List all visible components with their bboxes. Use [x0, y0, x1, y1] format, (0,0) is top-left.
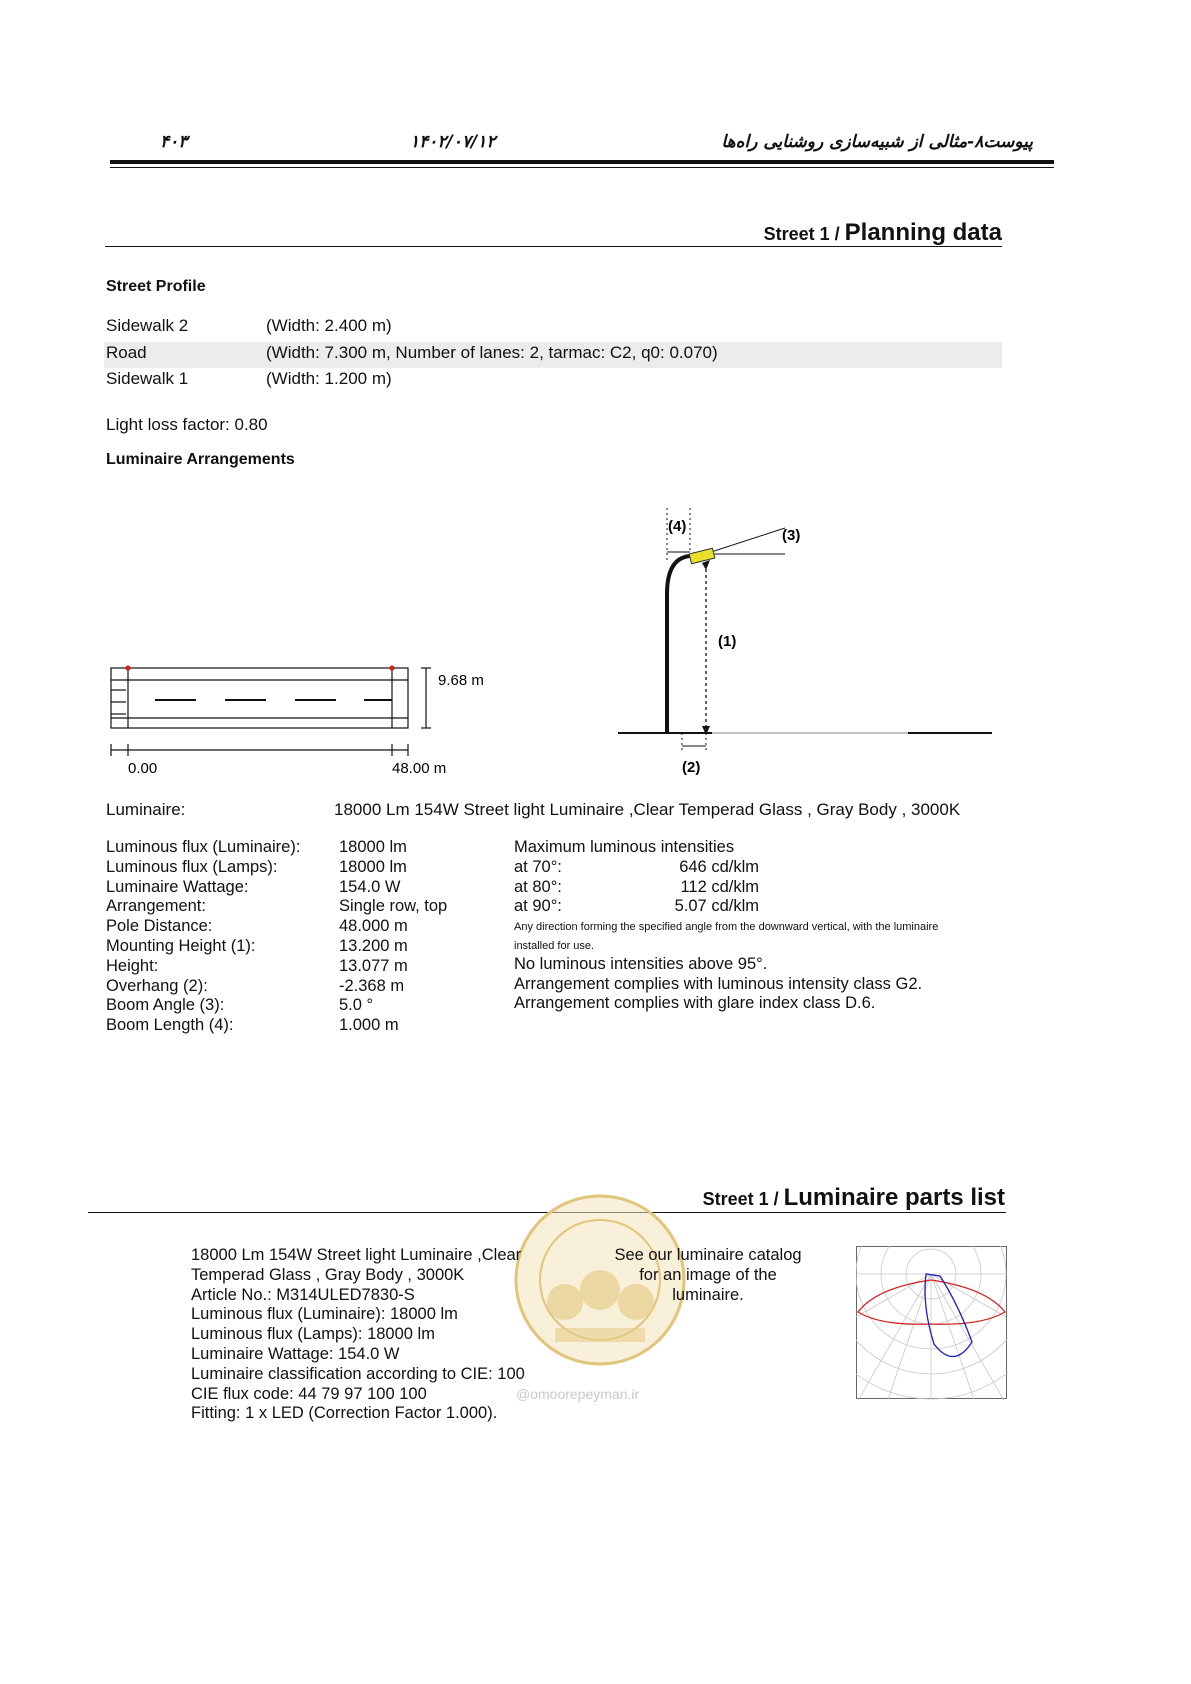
plan-width-label: 9.68 m: [438, 672, 484, 689]
catalog-note: [603, 1246, 813, 1305]
intensity-angle: at 90°:: [514, 897, 562, 915]
spec-label: Mounting Height (1):: [106, 936, 256, 955]
parts-title: [703, 1184, 1005, 1212]
intensity-value: 112 cd/klm: [680, 878, 759, 896]
spec-label: Luminous flux (Lamps):: [106, 857, 278, 876]
parts-line: CIE flux code: 44 79 97 100 100: [191, 1384, 427, 1403]
street-profile-heading: Street Profile: [106, 278, 206, 295]
spec-value: 13.077 m: [339, 956, 408, 975]
pole-marker-start: [125, 665, 130, 670]
intensities-heading: Maximum luminous intensities: [514, 838, 735, 856]
planning-title-main: Planning data: [844, 219, 1002, 246]
header-date: ۱۴۰۲/۰۷/۱۲: [410, 132, 496, 152]
parts-line: 18000 Lm 154W Street light Luminaire ,Clear: [191, 1246, 522, 1264]
profile-row-name: Road: [106, 343, 147, 362]
parts-line: Luminous flux (Luminaire): 18000 lm: [191, 1305, 458, 1324]
parts-line: Fitting: 1 x LED (Correction Factor 1.000).: [191, 1404, 498, 1423]
catalog-line: luminaire.: [672, 1285, 744, 1304]
plan-end-label: 48.00 m: [392, 760, 447, 777]
spec-label: Overhang (2):: [106, 976, 208, 995]
luminaire-arrangements-heading: Luminaire Arrangements: [106, 451, 295, 468]
parts-details: [191, 1246, 525, 1424]
pole-marker-end: [389, 665, 394, 670]
mounting-height-label: (1): [718, 633, 737, 650]
spec-label: Boom Length (4):: [106, 1016, 234, 1035]
spec-label: Boom Angle (3):: [106, 996, 225, 1015]
catalog-line: for an image of the: [639, 1265, 777, 1284]
spec-label: Luminous flux (Luminaire):: [106, 838, 301, 856]
spec-value: 18000 lm: [339, 857, 407, 876]
parts-line: Luminous flux (Lamps): 18000 lm: [191, 1325, 435, 1344]
profile-row-name: Sidewalk 1: [106, 369, 189, 388]
chapter-title: پیوست۸-مثالی از شبیه‌سازی روشنایی راه‌ها: [721, 132, 1033, 152]
catalog-line: See our luminaire catalog: [614, 1246, 802, 1264]
boom-angle-label: (3): [782, 527, 801, 544]
spec-value: 5.0 °: [339, 996, 374, 1015]
arrangement-diagrams: [0, 0, 1191, 790]
plan-view-diagram: [111, 668, 431, 756]
profile-row-details: (Width: 1.200 m): [266, 369, 392, 388]
profile-row-name: Sidewalk 2: [106, 316, 189, 335]
parts-line: Luminaire Wattage: 154.0 W: [191, 1344, 400, 1363]
spec-value: -2.368 m: [339, 976, 405, 995]
spec-value: 18000 lm: [339, 838, 407, 856]
polar-distribution-diagram: [856, 1246, 1008, 1400]
spec-value: 13.200 m: [339, 936, 408, 955]
intensity-value: 646 cd/klm: [679, 858, 759, 876]
height-arrow-top: [702, 560, 710, 570]
intensity-angle: at 80°:: [514, 878, 562, 896]
boom-length-label: (4): [668, 518, 687, 535]
spec-label: Luminaire Wattage:: [106, 877, 249, 896]
spec-labels: [106, 838, 300, 1036]
intensity-angle: at 70°:: [514, 858, 562, 876]
watermark-handle: @omoorepeyman.ir: [516, 1386, 640, 1402]
luminaire-head: [689, 548, 715, 564]
intensity-note: Any direction forming the specified angle from the downward vertical, with the luminaire: [514, 921, 939, 933]
spec-label: Height:: [106, 956, 159, 975]
intensity-class-g2: Arrangement complies with luminous intensity class G2.: [514, 975, 923, 993]
watermark-base: [555, 1328, 645, 1342]
spec-value: 48.000 m: [339, 917, 408, 936]
spec-value: Single row, top: [339, 897, 448, 916]
no-intensities-above-95: No luminous intensities above 95°.: [514, 955, 768, 973]
plan-start-label: 0.00: [128, 760, 158, 777]
parts-title-main: Luminaire parts list: [783, 1184, 1005, 1211]
overhang-label: (2): [682, 759, 701, 776]
watermark-gear-left: [547, 1284, 583, 1320]
spec-value: 154.0 W: [339, 877, 401, 896]
glare-class-d6: Arrangement complies with glare index class D.6.: [514, 994, 876, 1012]
spec-value: 1.000 m: [339, 1016, 399, 1035]
planning-title-prefix: Street 1 /: [763, 224, 845, 244]
intensity-note-cont: installed for use.: [514, 940, 595, 952]
side-view-diagram: [618, 508, 992, 750]
intensity-value: 5.07 cd/klm: [674, 897, 759, 915]
parts-line: Temperad Glass , Gray Body , 3000K: [191, 1265, 465, 1284]
parts-line: Article No.: M314ULED7830-S: [191, 1285, 415, 1304]
spec-values: [339, 838, 447, 1036]
parts-title-prefix: Street 1 /: [702, 1189, 784, 1209]
page-number: ۴۰۳: [160, 132, 188, 152]
parts-line: Luminaire classification according to CIE: 100: [191, 1364, 525, 1383]
spec-label: Arrangement:: [106, 897, 206, 916]
light-loss-factor: Light loss factor: 0.80: [106, 415, 268, 434]
luminaire-label: Luminaire:: [106, 800, 186, 819]
profile-row-details: (Width: 2.400 m): [266, 316, 392, 335]
profile-row-details: (Width: 7.300 m, Number of lanes: 2, tarmac: C2, q0: 0.070): [266, 343, 718, 362]
luminaire-name: 18000 Lm 154W Street light Luminaire ,Clear Temperad Glass , Gray Body , 3000K: [334, 800, 961, 819]
spec-label: Pole Distance:: [106, 917, 213, 936]
